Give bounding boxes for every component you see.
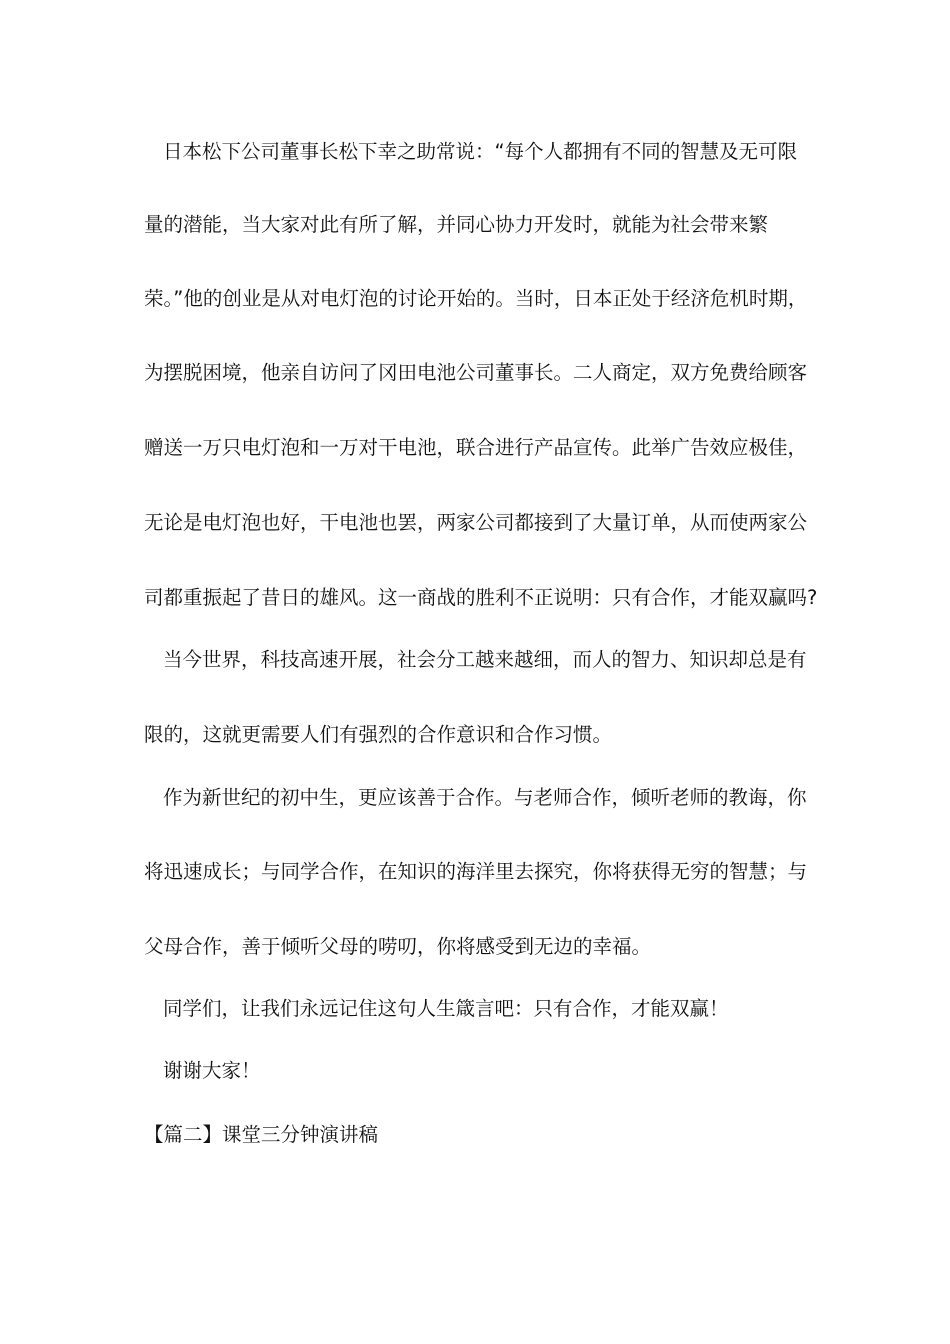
paragraph-line: 赠送一万只电灯泡和一万对干电池，联合进行产品宣传。此举广告效应极佳， bbox=[144, 436, 808, 459]
paragraph-line: 父母合作，善于倾听父母的唠叨，你将感受到无边的幸福。 bbox=[144, 935, 652, 958]
paragraph-line: 无论是电灯泡也好，干电池也罢，两家公司都接到了大量订单，从而使两家公 bbox=[144, 511, 808, 534]
paragraph-line: 量的潜能，当大家对此有所了解，并同心协力开发时，就能为社会带来繁 bbox=[144, 213, 769, 236]
paragraph-line: 司都重振起了昔日的雄风。这一商战的胜利不正说明：只有合作，才能双赢吗? bbox=[144, 586, 818, 609]
paragraph-line: 将迅速成长；与同学合作，在知识的海洋里去探究，你将获得无穷的智慧；与 bbox=[144, 860, 808, 883]
paragraph-line: 作为新世纪的初中生，更应该善于合作。与老师合作，倾听老师的教诲，你 bbox=[163, 786, 807, 809]
paragraph-line: 为摆脱困境，他亲自访问了冈田电池公司董事长。二人商定，双方免费给顾客 bbox=[144, 361, 808, 384]
paragraph-line: 谢谢大家！ bbox=[163, 1059, 261, 1082]
paragraph-line: 日本松下公司董事长松下幸之助常说：“每个人都拥有不同的智慧及无可限 bbox=[163, 140, 798, 163]
paragraph-line: 当今世界，科技高速开展，社会分工越来越细，而人的智力、知识却总是有 bbox=[163, 648, 807, 671]
paragraph-line: 同学们，让我们永远记住这句人生箴言吧：只有合作，才能双赢！ bbox=[163, 997, 729, 1020]
paragraph-line: 荣。”他的创业是从对电灯泡的讨论开始的。当时，日本正处于经济危机时期， bbox=[144, 287, 808, 310]
paragraph-line: 限的，这就更需要人们有强烈的合作意识和合作习惯。 bbox=[144, 723, 613, 746]
section-heading: 【篇二】课堂三分钟演讲稿 bbox=[144, 1123, 379, 1146]
